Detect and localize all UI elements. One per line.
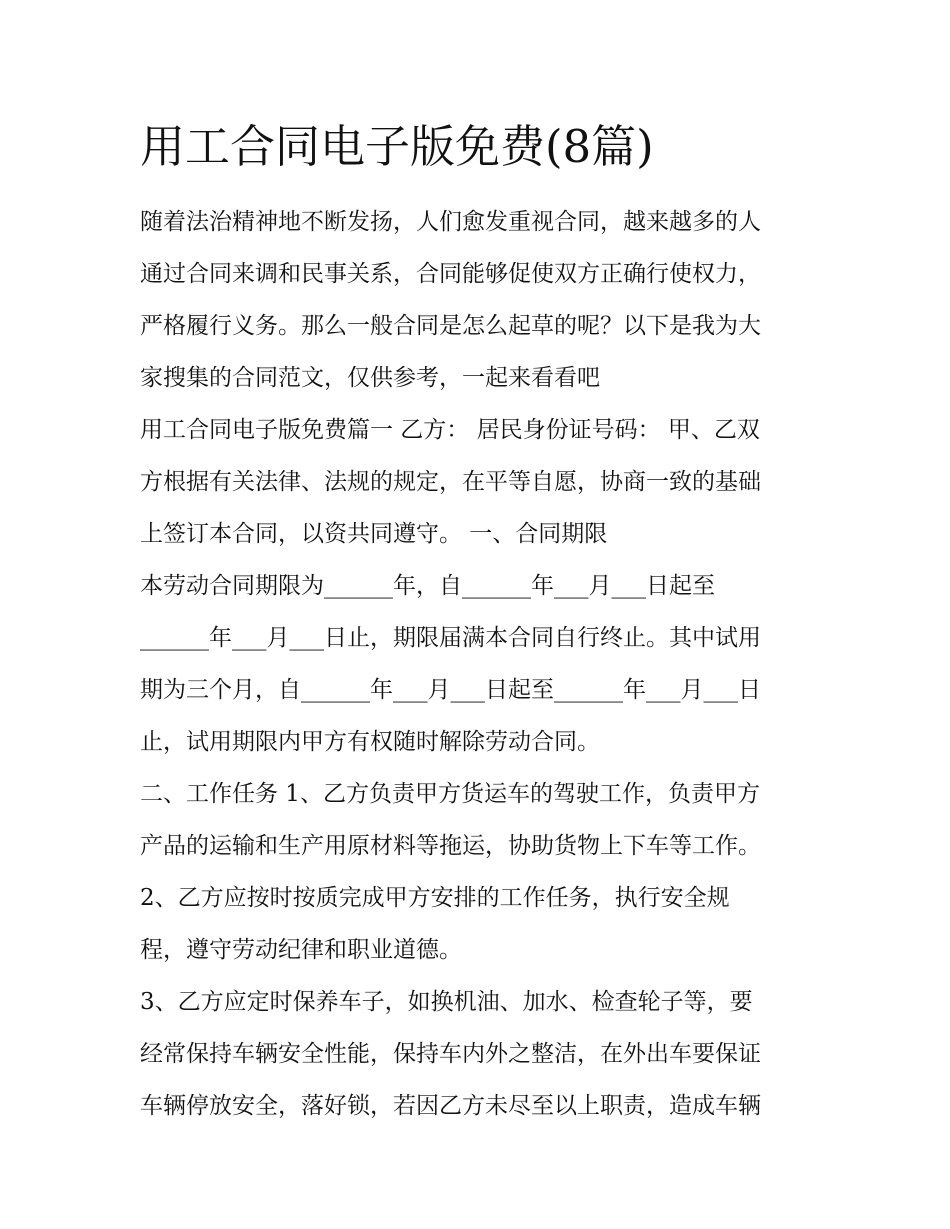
text-line: 上签订本合同，以资共同遵守。 一、合同期限 [140,521,608,547]
clause-3-paragraph [140,976,820,1132]
document-title: 用工合同电子版免费(8篇) [140,120,654,173]
text-line: 经常保持车辆安全性能，保持车内外之整洁，在外出车要保证 [140,1041,761,1067]
text-line: ______年___月___日止，期限届满本合同自行终止。其中试用 [140,625,761,651]
document-page [140,112,820,1132]
work-task-paragraph [140,768,820,872]
text-line: 二、工作任务 1、乙方负责甲方货运车的驾驶工作，负责甲方 [140,781,760,807]
text-line: 本劳动合同期限为______年，自______年___月___日起至 [140,573,715,599]
text-line: 3、乙方应定时保养车子，如换机油、加水、检查轮子等，要 [140,989,753,1015]
contract-term-paragraph [140,560,820,768]
text-line: 程，遵守劳动纪律和职业道德。 [140,937,462,963]
text-line: 车辆停放安全，落好锁，若因乙方未尽至以上职责，造成车辆 [140,1093,761,1119]
text-line: 期为三个月，自______年___月___日起至______年___月___日 [140,677,761,703]
clause-2-paragraph [140,872,820,976]
text-line: 通过合同来调和民事关系，合同能够促使双方正确行使权力， [140,261,761,287]
contract-header-paragraph [140,404,820,560]
text-line: 2、乙方应按时按质完成甲方安排的工作任务，执行安全规 [140,885,730,911]
text-line: 方根据有关法律、法规的规定，在平等自愿，协商一致的基础 [140,469,761,495]
text-line: 产品的运输和生产用原材料等拖运，协助货物上下车等工作。 [140,833,761,859]
text-line: 严格履行义务。那么一般合同是怎么起草的呢？以下是我为大 [140,313,761,339]
intro-paragraph [140,196,820,404]
text-line: 随着法治精神地不断发扬，人们愈发重视合同，越来越多的人 [140,209,761,235]
text-line: 家搜集的合同范文，仅供参考，一起来看看吧 [140,365,600,391]
text-line: 用工合同电子版免费篇一 乙方： 居民身份证号码： 甲、乙双 [140,417,760,443]
text-line: 止，试用期限内甲方有权随时解除劳动合同。 [140,729,600,755]
